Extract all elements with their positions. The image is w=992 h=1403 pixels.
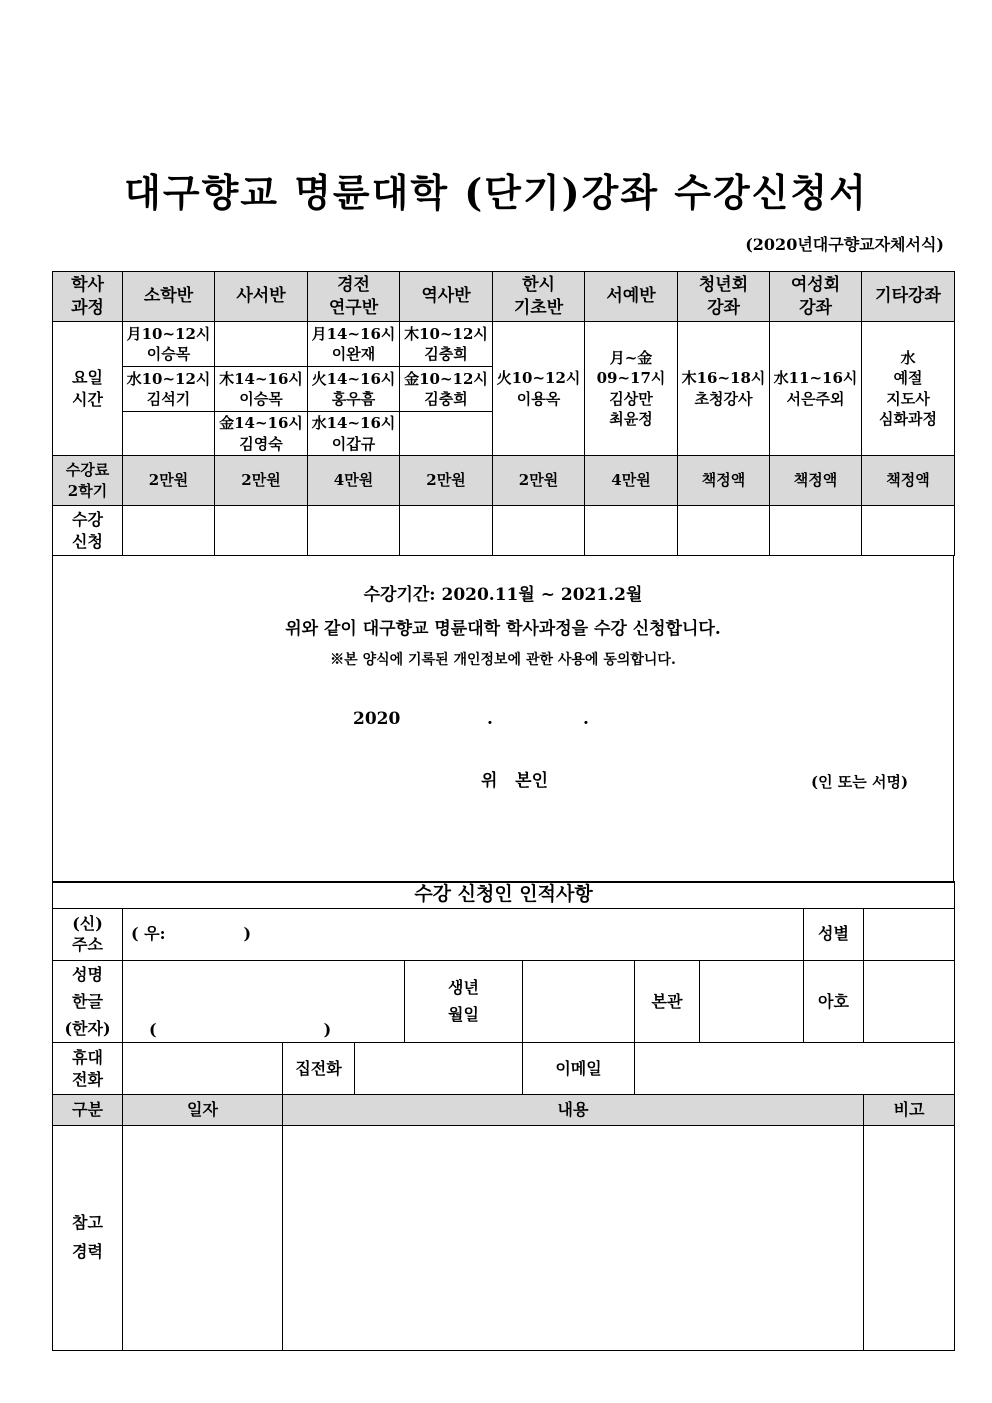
gyeongjeon-slot-3: 水14~16시 이갑규 — [308, 412, 400, 456]
name-field[interactable]: ( ) — [123, 960, 405, 1043]
cheongnyeon-slot: 木16~18시 초청강사 — [678, 322, 770, 456]
email-field[interactable] — [635, 1043, 955, 1095]
fee-value: 4만원 — [308, 456, 400, 506]
saseo-slot-1 — [215, 322, 308, 367]
career-date-field[interactable] — [123, 1126, 283, 1351]
origin-field[interactable] — [700, 960, 804, 1043]
seoye-slot: 月~金 09~17시 김상만 최윤정 — [585, 322, 678, 456]
sohak-slot-2: 水10~12시 김석기 — [123, 367, 215, 412]
personal-section-title: 수강 신청인 인적사항 — [53, 882, 955, 909]
career-col-category: 구분 — [53, 1095, 123, 1126]
yeoseong-slot: 水11~16시 서은주외 — [770, 322, 862, 456]
col-gyeongjeon: 경전 연구반 — [308, 272, 400, 322]
consent-text: ※본 양식에 기록된 개인정보에 관한 사용에 동의합니다. — [330, 652, 676, 668]
contact-row — [53, 1043, 955, 1095]
apply-cell-saseo[interactable] — [215, 506, 308, 556]
career-content-field[interactable] — [283, 1126, 864, 1351]
course-header-row — [53, 272, 955, 322]
address-field[interactable]: ( 우: ) — [123, 908, 804, 960]
apply-cell-hansi[interactable] — [493, 506, 585, 556]
apply-cell-gyeongjeon[interactable] — [308, 506, 400, 556]
col-seoye: 서예반 — [585, 272, 678, 322]
yeoksa-slot-3 — [400, 412, 493, 456]
apply-row — [53, 506, 955, 556]
apply-cell-yeoseong[interactable] — [770, 506, 862, 556]
career-col-date: 일자 — [123, 1095, 283, 1126]
yeoksa-slot-1: 木10~12시 김충희 — [400, 322, 493, 367]
saseo-slot-2: 木14~16시 이승목 — [215, 367, 308, 412]
email-label: 이메일 — [523, 1043, 635, 1095]
personal-info-table — [52, 881, 955, 1351]
apply-label: 수강 신청 — [53, 506, 123, 556]
fee-value: 책정액 — [770, 456, 862, 506]
career-col-note: 비고 — [864, 1095, 955, 1126]
page-title: 대구향교 명륜대학 (단기)강좌 수강신청서 — [124, 170, 868, 215]
fee-value: 책정액 — [678, 456, 770, 506]
fee-label: 수강료 2학기 — [53, 456, 123, 506]
col-yeoksa: 역사반 — [400, 272, 493, 322]
course-schedule-table — [52, 271, 955, 556]
signer-label: 위 본인 — [481, 771, 549, 791]
fee-value: 2만원 — [400, 456, 493, 506]
apply-cell-yeoksa[interactable] — [400, 506, 493, 556]
career-row — [53, 1126, 955, 1351]
career-note-field[interactable] — [864, 1126, 955, 1351]
career-header-row — [53, 1095, 955, 1126]
fee-value: 2만원 — [123, 456, 215, 506]
apply-cell-sohak[interactable] — [123, 506, 215, 556]
col-cheongnyeon: 청년회 강좌 — [678, 272, 770, 322]
name-row — [53, 960, 955, 1043]
pen-name-label: 아호 — [804, 960, 864, 1043]
fee-value: 책정액 — [862, 456, 955, 506]
date-month-dot: . — [487, 709, 493, 729]
sohak-slot-3 — [123, 412, 215, 456]
pen-name-field[interactable] — [864, 960, 955, 1043]
saseo-slot-3: 金14~16시 김영숙 — [215, 412, 308, 456]
col-sohak: 소학반 — [123, 272, 215, 322]
address-label: (신) 주소 — [53, 908, 123, 960]
mobile-field[interactable] — [123, 1043, 283, 1095]
fee-row — [53, 456, 955, 506]
fee-value: 2만원 — [215, 456, 308, 506]
declaration-table — [52, 555, 954, 883]
address-row — [53, 908, 955, 960]
gender-label: 성별 — [804, 908, 864, 960]
birth-field[interactable] — [523, 960, 635, 1043]
statement-text: 위와 같이 대구향교 명륜대학 학사과정을 수강 신청합니다. — [285, 619, 721, 639]
col-hansi: 한시 기초반 — [493, 272, 585, 322]
time-label: 요일 시간 — [53, 322, 123, 456]
fee-value: 4만원 — [585, 456, 678, 506]
apply-cell-cheongnyeon[interactable] — [678, 506, 770, 556]
yeoksa-slot-2: 金10~12시 김충희 — [400, 367, 493, 412]
course-corner-label: 학사 과정 — [53, 272, 123, 322]
col-yeoseong: 여성회 강좌 — [770, 272, 862, 322]
origin-label: 본관 — [635, 960, 700, 1043]
date-year: 2020 — [353, 709, 401, 729]
personal-header-row — [53, 882, 955, 909]
col-saseo: 사서반 — [215, 272, 308, 322]
name-label: 성명 한글 (한자) — [53, 960, 123, 1043]
home-phone-label: 집전화 — [283, 1043, 355, 1095]
gita-slot: 水 예절 지도사 심화과정 — [862, 322, 955, 456]
gyeongjeon-slot-2: 火14~16시 홍우흠 — [308, 367, 400, 412]
col-gita: 기타강좌 — [862, 272, 955, 322]
mobile-label: 휴대 전화 — [53, 1043, 123, 1095]
fee-value: 2만원 — [493, 456, 585, 506]
career-label: 참고 경력 — [53, 1126, 123, 1351]
hansi-slot: 火10~12시 이용옥 — [493, 322, 585, 456]
gyeongjeon-slot-1: 月14~16시 이완재 — [308, 322, 400, 367]
sign-note: (인 또는 서명) — [811, 773, 909, 791]
apply-cell-gita[interactable] — [862, 506, 955, 556]
period-text: 수강기간: 2020.11월 ~ 2021.2월 — [363, 585, 643, 605]
schedule-row — [53, 322, 955, 367]
career-col-content: 내용 — [283, 1095, 864, 1126]
date-day-dot: . — [583, 709, 589, 729]
gender-field[interactable] — [864, 908, 955, 960]
sohak-slot-1: 月10~12시 이승목 — [123, 322, 215, 367]
form-source-note: (2020년대구향교자체서식) — [745, 235, 944, 254]
birth-label: 생년 월일 — [405, 960, 523, 1043]
apply-cell-seoye[interactable] — [585, 506, 678, 556]
home-phone-field[interactable] — [355, 1043, 523, 1095]
